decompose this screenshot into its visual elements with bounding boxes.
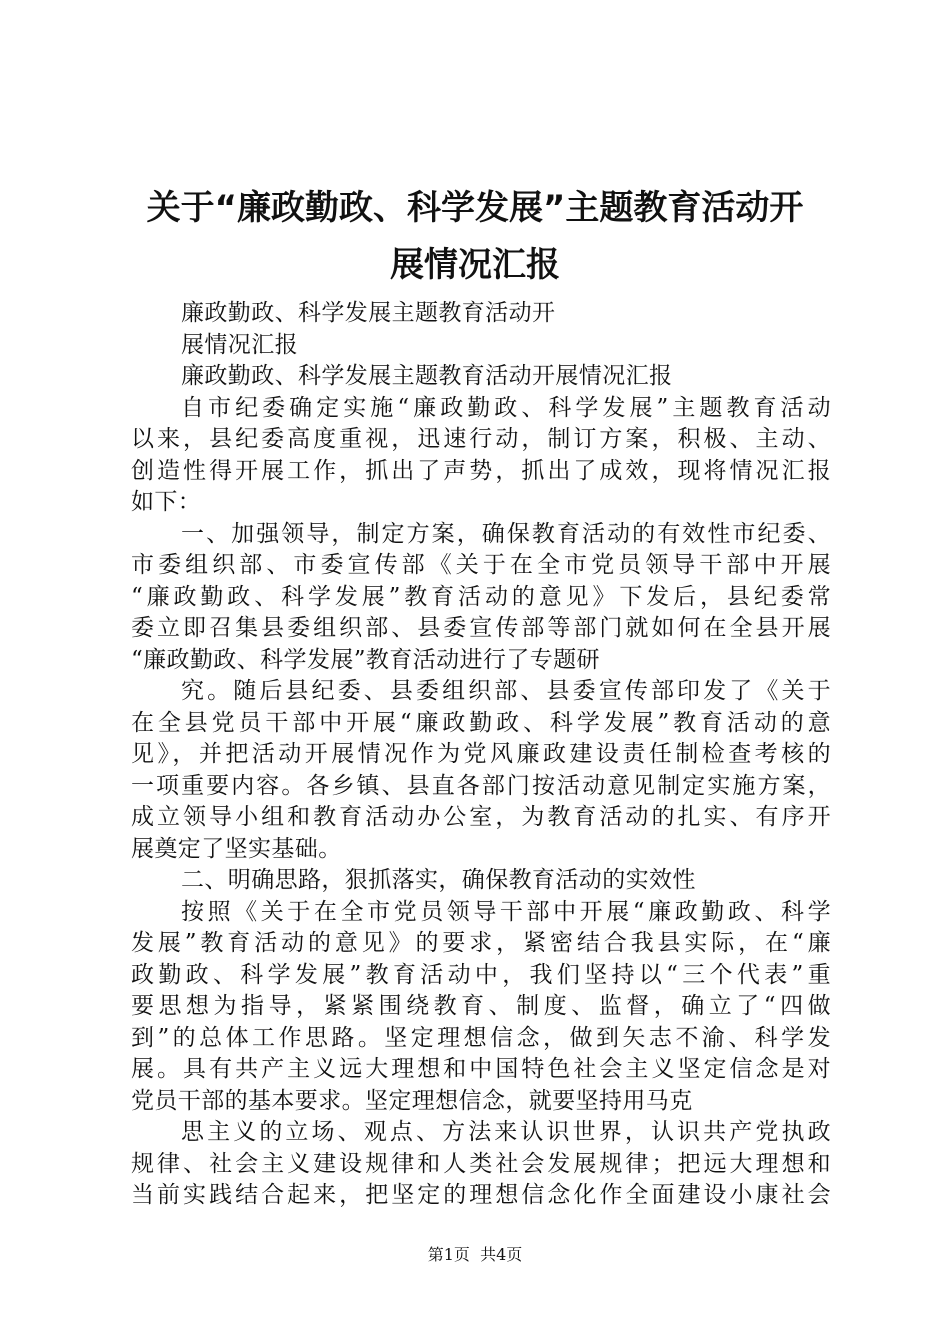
body-line: 廉政勤政、科学发展主题教育活动开展情况汇报 <box>181 363 673 389</box>
body-line: 展情况汇报 <box>181 331 298 358</box>
body-line: 在全县党员干部中开展“廉政勤政、科学发展”教育活动的意 <box>131 709 831 736</box>
body-line: 廉政勤政、科学发展主题教育活动开 <box>181 300 556 326</box>
document-title-line-2: 展情况汇报 <box>390 245 560 285</box>
document-body <box>131 298 831 1212</box>
body-line: 按照《关于在全市党员领导干部中开展“廉政勤政、科学 <box>181 898 831 925</box>
body-line: 委立即召集县委组织部、县委宣传部等部门就如何在全县开展 <box>131 615 831 641</box>
body-line: 到”的总体工作思路。坚定理想信念，做到矢志不渝、科学发 <box>131 1024 831 1051</box>
body-line: 当前实践结合起来，把坚定的理想信念化作全面建设小康社会 <box>131 1182 831 1208</box>
body-line: 思主义的立场、观点、方法来认识世界，认识共产党执政 <box>181 1119 831 1145</box>
body-line: 政勤政、科学发展”教育活动中，我们坚持以“三个代表”重 <box>131 961 831 988</box>
body-line: “廉政勤政、科学发展”教育活动的意见》下发后，县纪委常 <box>131 583 831 610</box>
page-number-footer: 第1页 共4页 <box>427 1245 523 1264</box>
body-line: 一、加强领导，制定方案，确保教育活动的有效性市纪委、 <box>181 520 831 547</box>
body-line: “廉政勤政、科学发展”教育活动进行了专题研 <box>131 646 600 673</box>
body-line: 成立领导小组和教育活动办公室，为教育活动的扎实、有序开 <box>131 804 831 830</box>
body-line: 发展”教育活动的意见》的要求，紧密结合我县实际，在“廉 <box>131 930 831 956</box>
body-line: 展。具有共产主义远大理想和中国特色社会主义坚定信念是对 <box>131 1056 831 1082</box>
body-line: 创造性得开展工作，抓出了声势，抓出了成效，现将情况汇报 <box>131 457 831 484</box>
body-line: 见》，并把活动开展情况作为党风廉政建设责任制检查考核的 <box>131 741 831 767</box>
body-line: 以来，县纪委高度重视，迅速行动，制订方案，积极、主动、 <box>131 426 831 452</box>
body-line: 二、明确思路，狠抓落实，确保教育活动的实效性 <box>181 867 696 893</box>
body-line: 自市纪委确定实施“廉政勤政、科学发展”主题教育活动 <box>181 394 831 421</box>
body-line: 市委组织部、市委宣传部《关于在全市党员领导干部中开展 <box>131 552 831 578</box>
body-line: 展奠定了坚实基础。 <box>131 835 342 862</box>
document-title-line-1: 关于“廉政勤政、科学发展”主题教育活动开 <box>146 188 804 228</box>
body-line: 规律、社会主义建设规律和人类社会发展规律；把远大理想和 <box>131 1150 831 1177</box>
body-line: 一项重要内容。各乡镇、县直各部门按活动意见制定实施方案， <box>131 772 831 799</box>
body-line: 如下： <box>131 489 202 515</box>
body-line: 究。随后县纪委、县委组织部、县委宣传部印发了《关于 <box>181 678 831 704</box>
body-line: 要思想为指导，紧紧围绕教育、制度、监督，确立了“四做 <box>131 993 831 1019</box>
body-line: 党员干部的基本要求。坚定理想信念，就要坚持用马克 <box>131 1087 693 1114</box>
